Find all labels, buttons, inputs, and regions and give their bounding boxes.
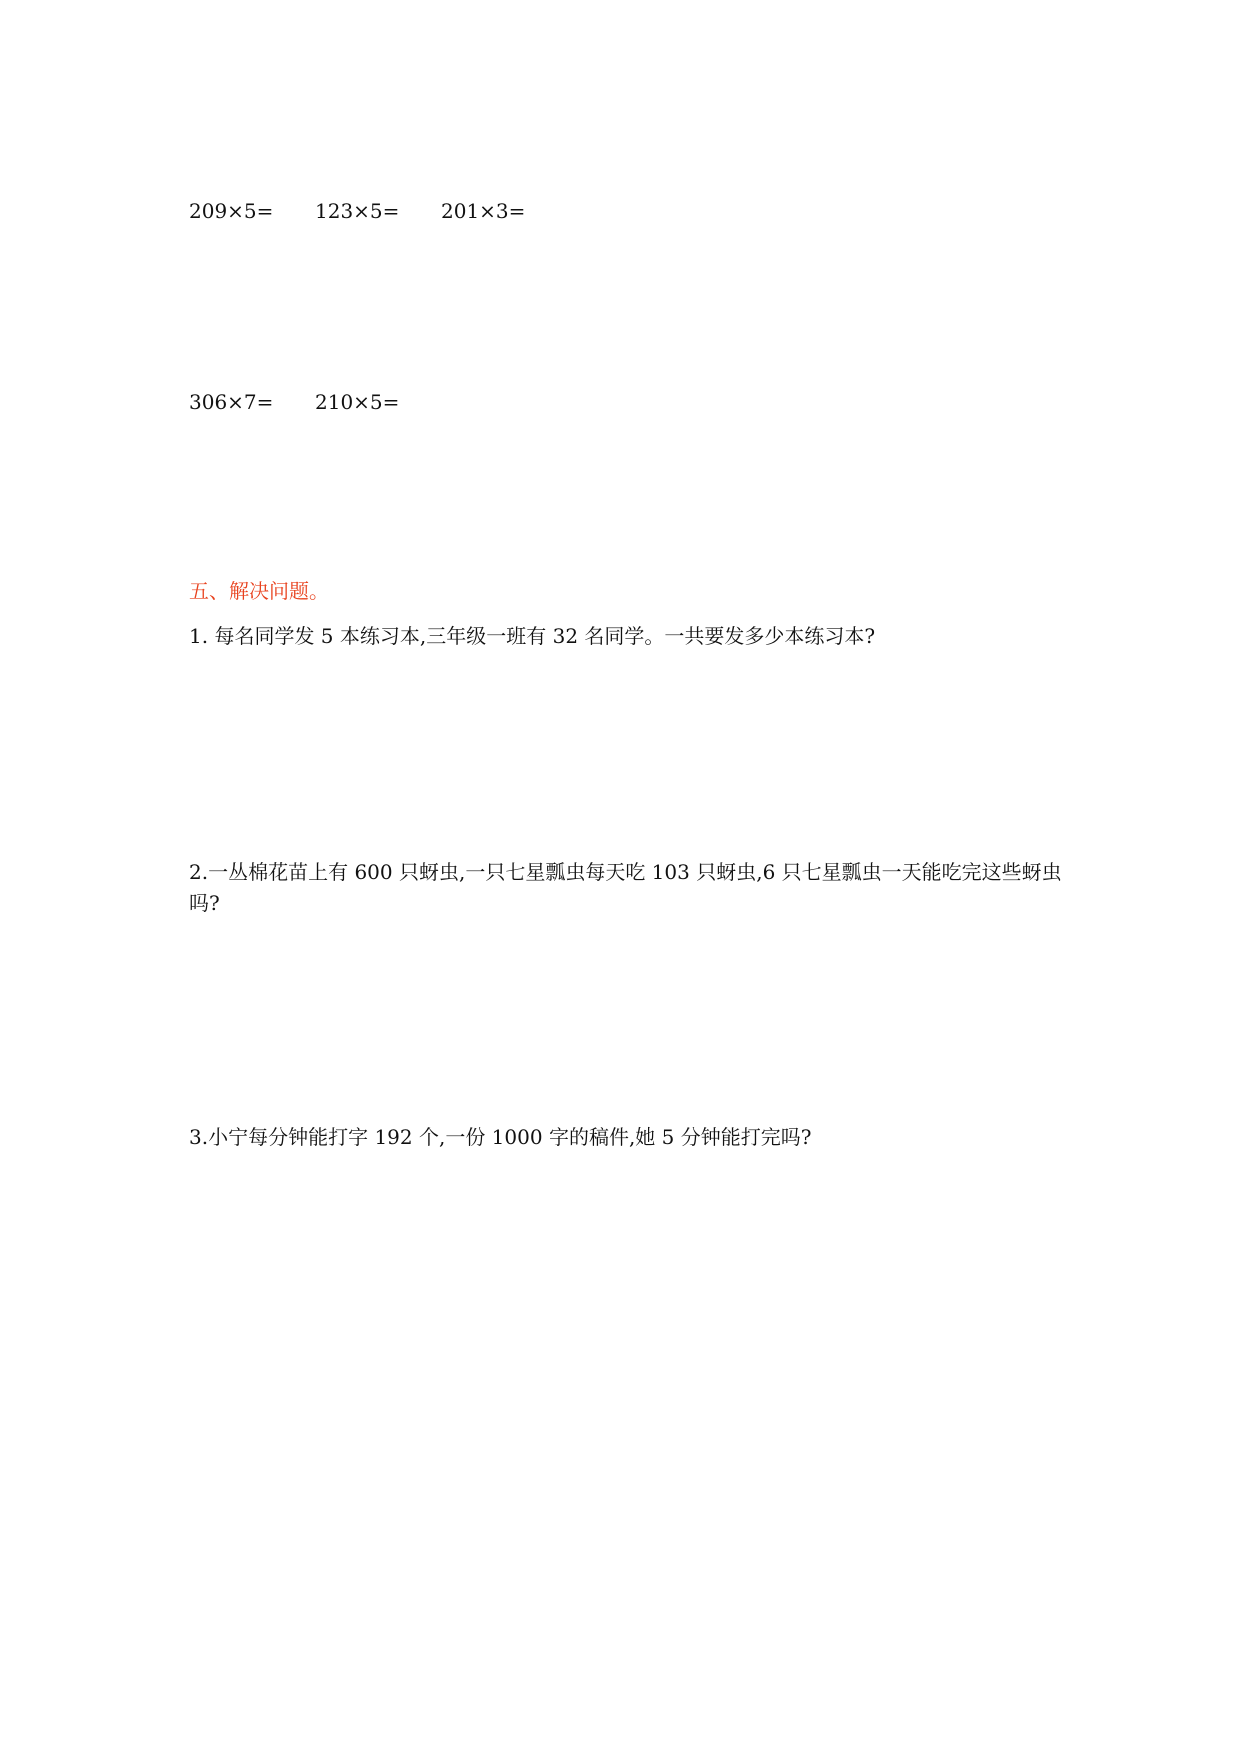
calc-item: 306×7=	[189, 390, 274, 414]
calc-item: 123×5=	[315, 199, 400, 223]
calc-item: 201×3=	[441, 199, 526, 223]
word-problem: 3.小宁每分钟能打字 192 个,一份 1000 字的稿件,她 5 分钟能打完吗?	[189, 1125, 812, 1149]
word-problem: 2.一丛棉花苗上有 600 只蚜虫,一只七星瓢虫每天吃 103 只蚜虫,6 只七星瓢虫一天能吃完这些蚜虫吗?	[189, 860, 1062, 915]
calc-item: 209×5=	[189, 199, 274, 223]
word-problem: 1. 每名同学发 5 本练习本,三年级一班有 32 名同学。一共要发多少本练习本?	[189, 624, 876, 648]
calc-item: 210×5=	[315, 390, 400, 414]
section-title: 五、解决问题。	[189, 579, 329, 603]
